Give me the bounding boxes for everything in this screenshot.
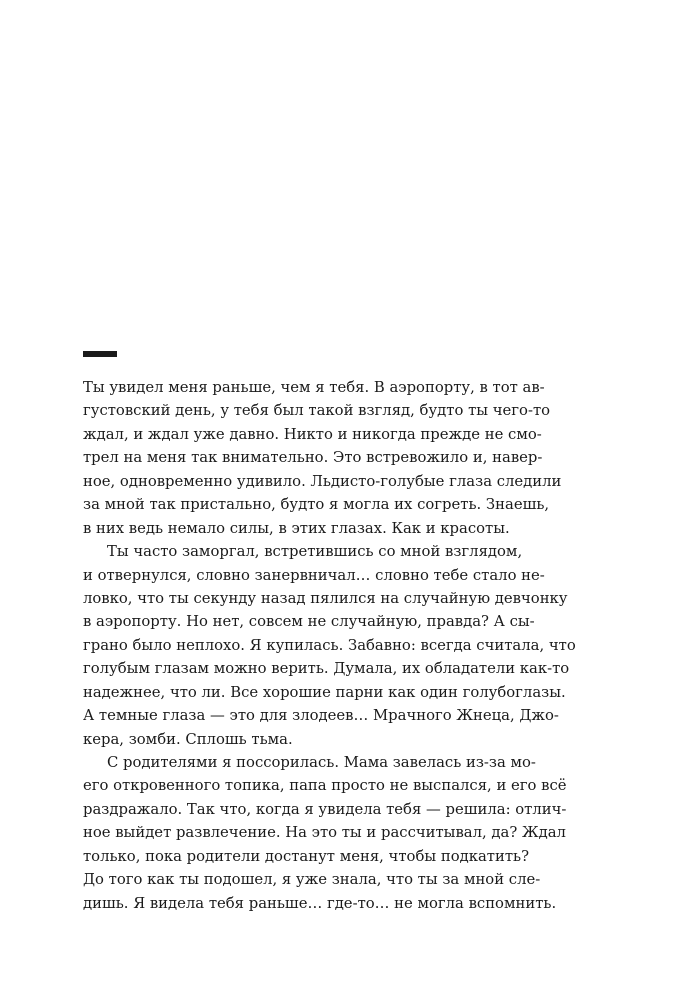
- paragraph-1: [83, 376, 562, 540]
- text-line: ждал, и ждал уже давно. Никто и никогда прежде не смо-: [83, 425, 542, 443]
- text-line: А темные глаза — это для злодеев… Мрачного Жнеца, Джо-: [83, 707, 559, 725]
- section-divider: [83, 351, 117, 357]
- text-line: ловко, что ты секунду назад пялился на случайную девчонку: [83, 589, 568, 607]
- text-line: ное выйдет развлечение. На это ты и рассчитывал, да? Ждал: [83, 824, 566, 842]
- paragraph-2: [83, 540, 576, 751]
- text-line: в них ведь немало силы, в этих глазах. Как и красоты.: [83, 519, 510, 537]
- text-line: дишь. Я видела тебя раньше… где-то… не могла вспомнить.: [83, 894, 557, 912]
- text-line: только, пока родители достанут меня, чтобы подкатить?: [83, 847, 530, 865]
- text-line: раздражало. Так что, когда я увидела тебя — решила: отлич-: [83, 800, 567, 818]
- text-line: трел на меня так внимательно. Это встревожило и, навер-: [83, 449, 543, 467]
- text-line: голубым глазам можно верить. Думала, их обладатели как-то: [83, 660, 570, 678]
- text-line: До того как ты подошел, я уже знала, что ты за мной сле-: [83, 871, 541, 889]
- text-line: густовский день, у тебя был такой взгляд, будто ты чего-то: [83, 402, 551, 420]
- paragraph-3: [83, 751, 567, 915]
- text-line: надежнее, что ли. Все хорошие парни как один голубоглазы.: [83, 683, 566, 701]
- text-line: Ты часто заморгал, встретившись со мной взглядом,: [107, 543, 523, 561]
- text-line: и отвернулся, словно занервничал… словно тебе стало не-: [83, 566, 545, 584]
- body-text: [83, 376, 576, 915]
- text-line: С родителями я поссорилась. Мама завелась из-за мо-: [107, 754, 536, 771]
- text-line: в аэропорту. Но нет, совсем не случайную, правда? А сы-: [83, 613, 535, 631]
- text-line: грано было неплохо. Я купилась. Забавно: всегда считала, что: [83, 636, 576, 654]
- text-line: кера, зомби. Сплошь тьма.: [83, 730, 293, 748]
- text-line: Ты увидел меня раньше, чем я тебя. В аэропорту, в тот ав-: [83, 379, 545, 396]
- text-line: его откровенного топика, папа просто не выспался, и его всё: [83, 777, 567, 795]
- text-line: за мной так пристально, будто я могла их согреть. Знаешь,: [83, 496, 550, 514]
- text-line: ное, одновременно удивило. Льдисто-голубые глаза следили: [83, 472, 562, 490]
